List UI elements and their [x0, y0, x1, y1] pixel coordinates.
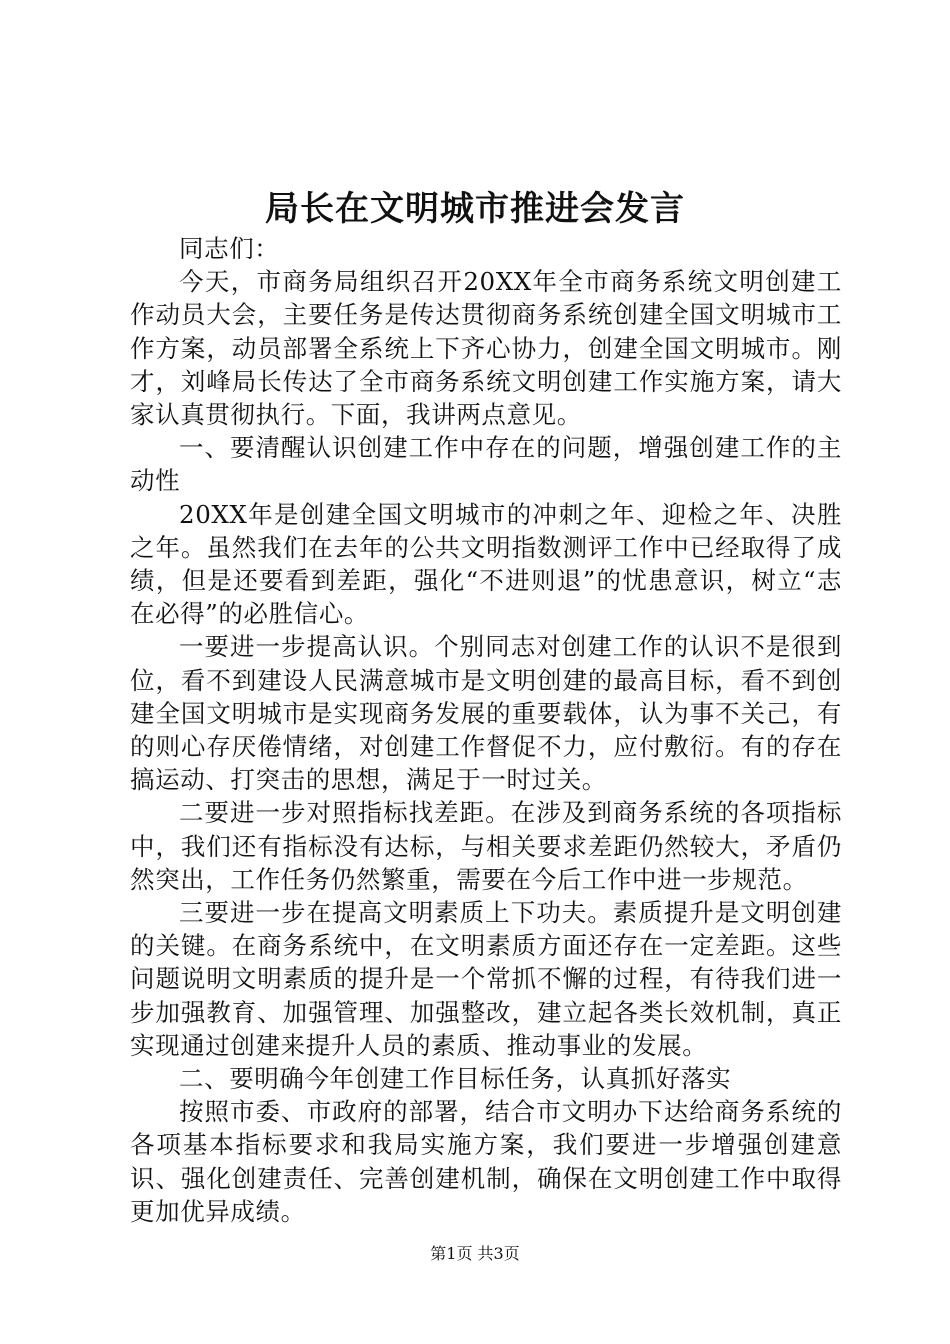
- section-heading-2: 二、要明确今年创建工作目标任务，认真抓好落实: [179, 1064, 732, 1094]
- section-heading-1: 一、要清醒认识创建工作中存在的问题，增强创建工作的主动性: [130, 433, 842, 496]
- page-indicator: 第1页 共3页: [430, 1244, 520, 1263]
- document-title: 局长在文明城市推进会发言: [265, 189, 685, 229]
- paragraph-point-3: 三要进一步在提高文明素质上下功夫。素质提升是文明创建的关键。在商务系统中，在文明素质方面还存在一定差距。这些问题说明文明素质的提升是一个常抓不懈的过程，有待我们进一步加强教育、加强管理、加强整改，建立起各类长效机制，真正实现通过创建来提升人员的素质、推动事业的发展。: [130, 898, 842, 1060]
- paragraph-point-1: 一要进一步提高认识。个别同志对创建工作的认识不是很到位，看不到建设人民满意城市是文明创建的最高目标，看不到创建全国文明城市是实现商务发展的重要载体，认为事不关己，有的则心存厌倦情绪，对创建工作督促不力，应付敷衍。有的存在搞运动、打突击的思想，满足于一时过关。: [130, 632, 842, 795]
- document-body: [130, 232, 842, 1228]
- paragraph-background: 20XX年是创建全国文明城市的冲刺之年、迎检之年、决胜之年。虽然我们在去年的公共文明指数测评工作中已经取得了成绩，但是还要看到差距，强化“不进则退”的忧患意识，树立“志在必得”的必胜信心。: [130, 499, 842, 629]
- paragraph-salutation: 同志们：: [179, 234, 280, 263]
- paragraph-tasks: 按照市委、市政府的部署，结合市文明办下达给商务系统的各项基本指标要求和我局实施方案，我们要进一步增强创建意识、强化创建责任、完善创建机制，确保在文明创建工作中取得更加优异成绩。: [130, 1097, 842, 1226]
- paragraph-point-2: 二要进一步对照指标找差距。在涉及到商务系统的各项指标中，我们还有指标没有达标，与相关要求差距仍然较大，矛盾仍然突出，工作任务仍然繁重，需要在今后工作中进一步规范。: [130, 798, 842, 894]
- paragraph-intro: 今天，市商务局组织召开20XX年全市商务系统文明创建工作动员大会，主要任务是传达贯彻商务系统创建全国文明城市工作方案，动员部署全系统上下齐心协力，创建全国文明城市。刚才，刘峰局长传达了全市商务系统文明创建工作实施方案，请大家认真贯彻执行。下面，我讲两点意见。: [130, 267, 842, 430]
